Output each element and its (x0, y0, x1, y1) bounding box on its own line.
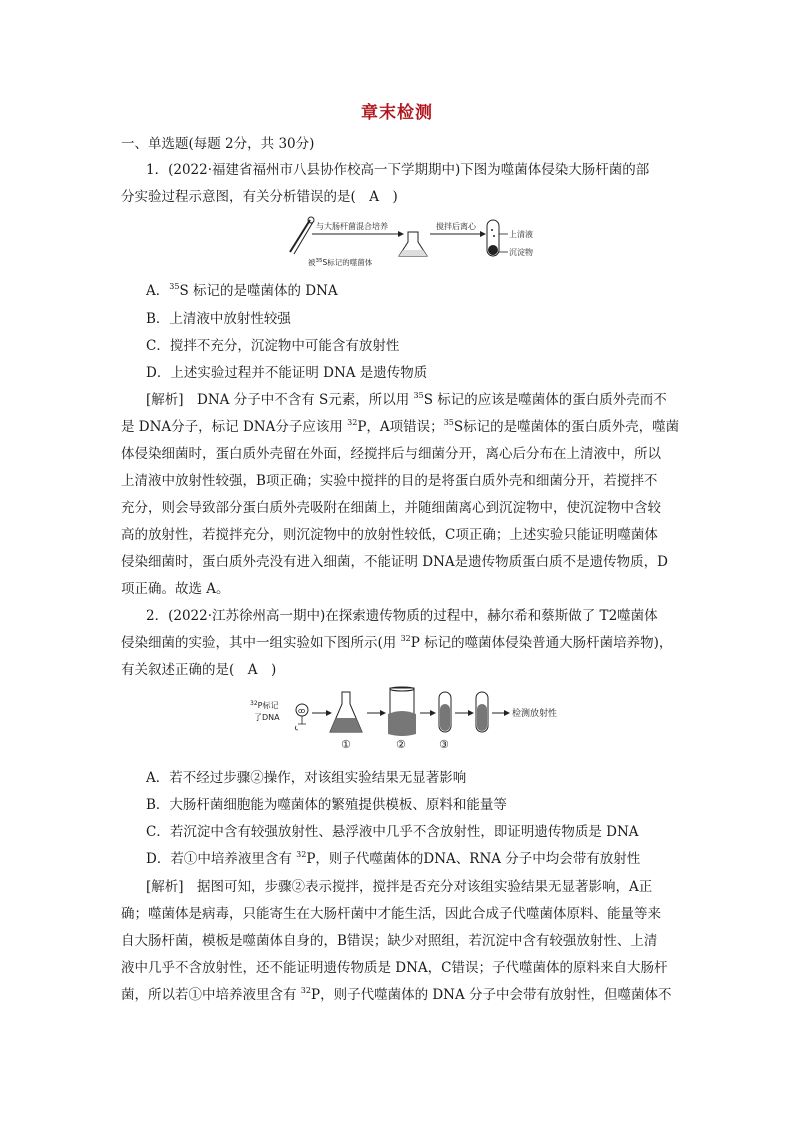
q2-analysis-line: 菌，所以若①中培养液里含有 $^{32}$P，则子代噬菌体的 DNA 分子中会带有放射性，但噬菌体不 (121, 986, 672, 1003)
q1-option-d: D．上述实验过程并不能证明 DNA 是遗传物质 (146, 365, 428, 381)
q2-option-c: C．若沉淀中含有较强放射性、悬浮液中几乎不含放射性，即证明遗传物质是 DNA (146, 824, 639, 840)
step-3-label: ③ (439, 738, 449, 751)
svg-text:32P标记: $^{32}$P标记 (250, 700, 279, 710)
page-title: 章末检测 (361, 103, 433, 123)
q2-option-b: B．大肠杆菌细胞能为噬菌体的繁殖提供模板、原料和能量等 (146, 797, 507, 813)
q2-option-a: A．若不经过步骤②操作，对该组实验结果无显著影响 (146, 770, 467, 786)
test-tube-icon (487, 220, 499, 256)
phage-icon (295, 704, 308, 730)
svg-text:被35S标记的噬菌体: 被$^{35}$S标记的噬菌体 (308, 258, 373, 267)
q1-experiment-diagram (280, 214, 560, 272)
step-stir-centrifuge: 搅拌后离心 (436, 222, 476, 231)
test-tube-icon (439, 692, 451, 732)
q1-stem-line2: 分实验过程示意图，有关分析错误的是( A ) (121, 189, 398, 205)
step-mix-culture: 与大肠杆菌混合培养 (316, 222, 388, 231)
q2-analysis-line: 液中几乎不含放射性，还不能证明遗传物质是 DNA，C错误；子代噬菌体的原料来自大肠杆 (121, 960, 668, 976)
label-precipitate: 沉淀物 (509, 248, 533, 257)
q2-stem-line1: 2．(2022·江苏徐州高一期中)在探索遗传物质的过程中，赫尔希和蔡斯做了 T2噬菌体 (146, 608, 658, 624)
q2-option-d: D．若①中培养液里含有 $^{32}$P，则子代噬菌体的DNA、RNA 分子中均会带有放射性 (146, 850, 641, 867)
q1-analysis-line: 侵染细菌时，蛋白质外壳没有进入细菌，不能证明 DNA是遗传物质蛋白质不是遗传物质，D (121, 554, 668, 570)
q1-option-c: C．搅拌不充分，沉淀物中可能含有放射性 (146, 338, 400, 354)
step-2-label: ② (396, 738, 406, 751)
step-1-label: ① (341, 738, 351, 751)
label-dna: 了DNA (254, 713, 280, 722)
flask-icon (399, 232, 427, 256)
q2-stem-line2: 侵染细菌的实验，其中一组实验如下图所示(用 $^{32}$P 标记的噬菌体侵染普通大肠杆菌培养物)， (121, 634, 673, 651)
beaker-icon (388, 687, 416, 736)
phage-dropper-icon (290, 217, 314, 254)
test-tube-icon (476, 692, 488, 732)
q1-analysis-line: 高的放射性，若搅拌充分，则沉淀物中的放射性较低，C项正确；上述实验只能证明噬菌体 (121, 527, 658, 543)
q2-analysis-line: [解析] 据图可知，步骤②表示搅拌，搅拌是否充分对该组实验结果无显著影响，A正 (146, 879, 653, 895)
q1-analysis-line: 体侵染细菌时，蛋白质外壳留在外面，经搅拌后与细菌分开，离心后分布在上清液中，所以 (121, 446, 661, 462)
q2-stem-line3: 有关叙述正确的是( A ) (121, 662, 277, 678)
q1-stem-line1: 1．(2022·福建省福州市八县协作校高一下学期期中)下图为噬菌体侵染大肠杆菌的部 (146, 162, 650, 178)
q2-analysis-line: 确；噬菌体是病毒，只能寄生在大肠杆菌中才能生活，因此合成子代噬菌体原料、能量等来 (121, 906, 661, 922)
svg-text:ꝏ: ꝏ (298, 707, 306, 715)
q1-analysis-line: 充分，则会导致部分蛋白质外壳吸附在细菌上，并随细菌离心到沉淀物中，使沉淀物中含较 (121, 500, 661, 516)
label-supernatant: 上清液 (509, 230, 533, 239)
q1-analysis-line: [解析] DNA 分子中不含有 S元素，所以用 $^{35}$S 标记的应该是噬菌体的蛋白质外壳而不 (146, 391, 667, 408)
q2-experiment-diagram (250, 686, 580, 752)
label-detect-radioactivity: 检测放射性 (512, 709, 558, 719)
flask-icon (330, 692, 362, 732)
q1-option-a: A．$^{35}$S 标记的是噬菌体的 DNA (146, 282, 338, 299)
section-heading: 一、单选题(每题 2分，共 30分) (121, 136, 315, 152)
q1-analysis-line: 上清液中放射性较强，B项正确；实验中搅拌的目的是将蛋白质外壳和细菌分开，若搅拌不 (121, 473, 658, 489)
q1-option-b: B．上清液中放射性较强 (146, 311, 291, 327)
q1-analysis-line: 是 DNA分子，标记 DNA分子应该用 $^{32}$P，A项错误；$^{35}$S标记的是噬菌体的蛋白质外壳，噬菌 (121, 418, 680, 435)
q2-analysis-line: 自大肠杆菌，模板是噬菌体自身的，B错误；缺少对照组，若沉淀中含有较强放射性、上清 (121, 933, 658, 949)
q1-analysis-line: 项正确。故选 A。 (121, 581, 230, 597)
